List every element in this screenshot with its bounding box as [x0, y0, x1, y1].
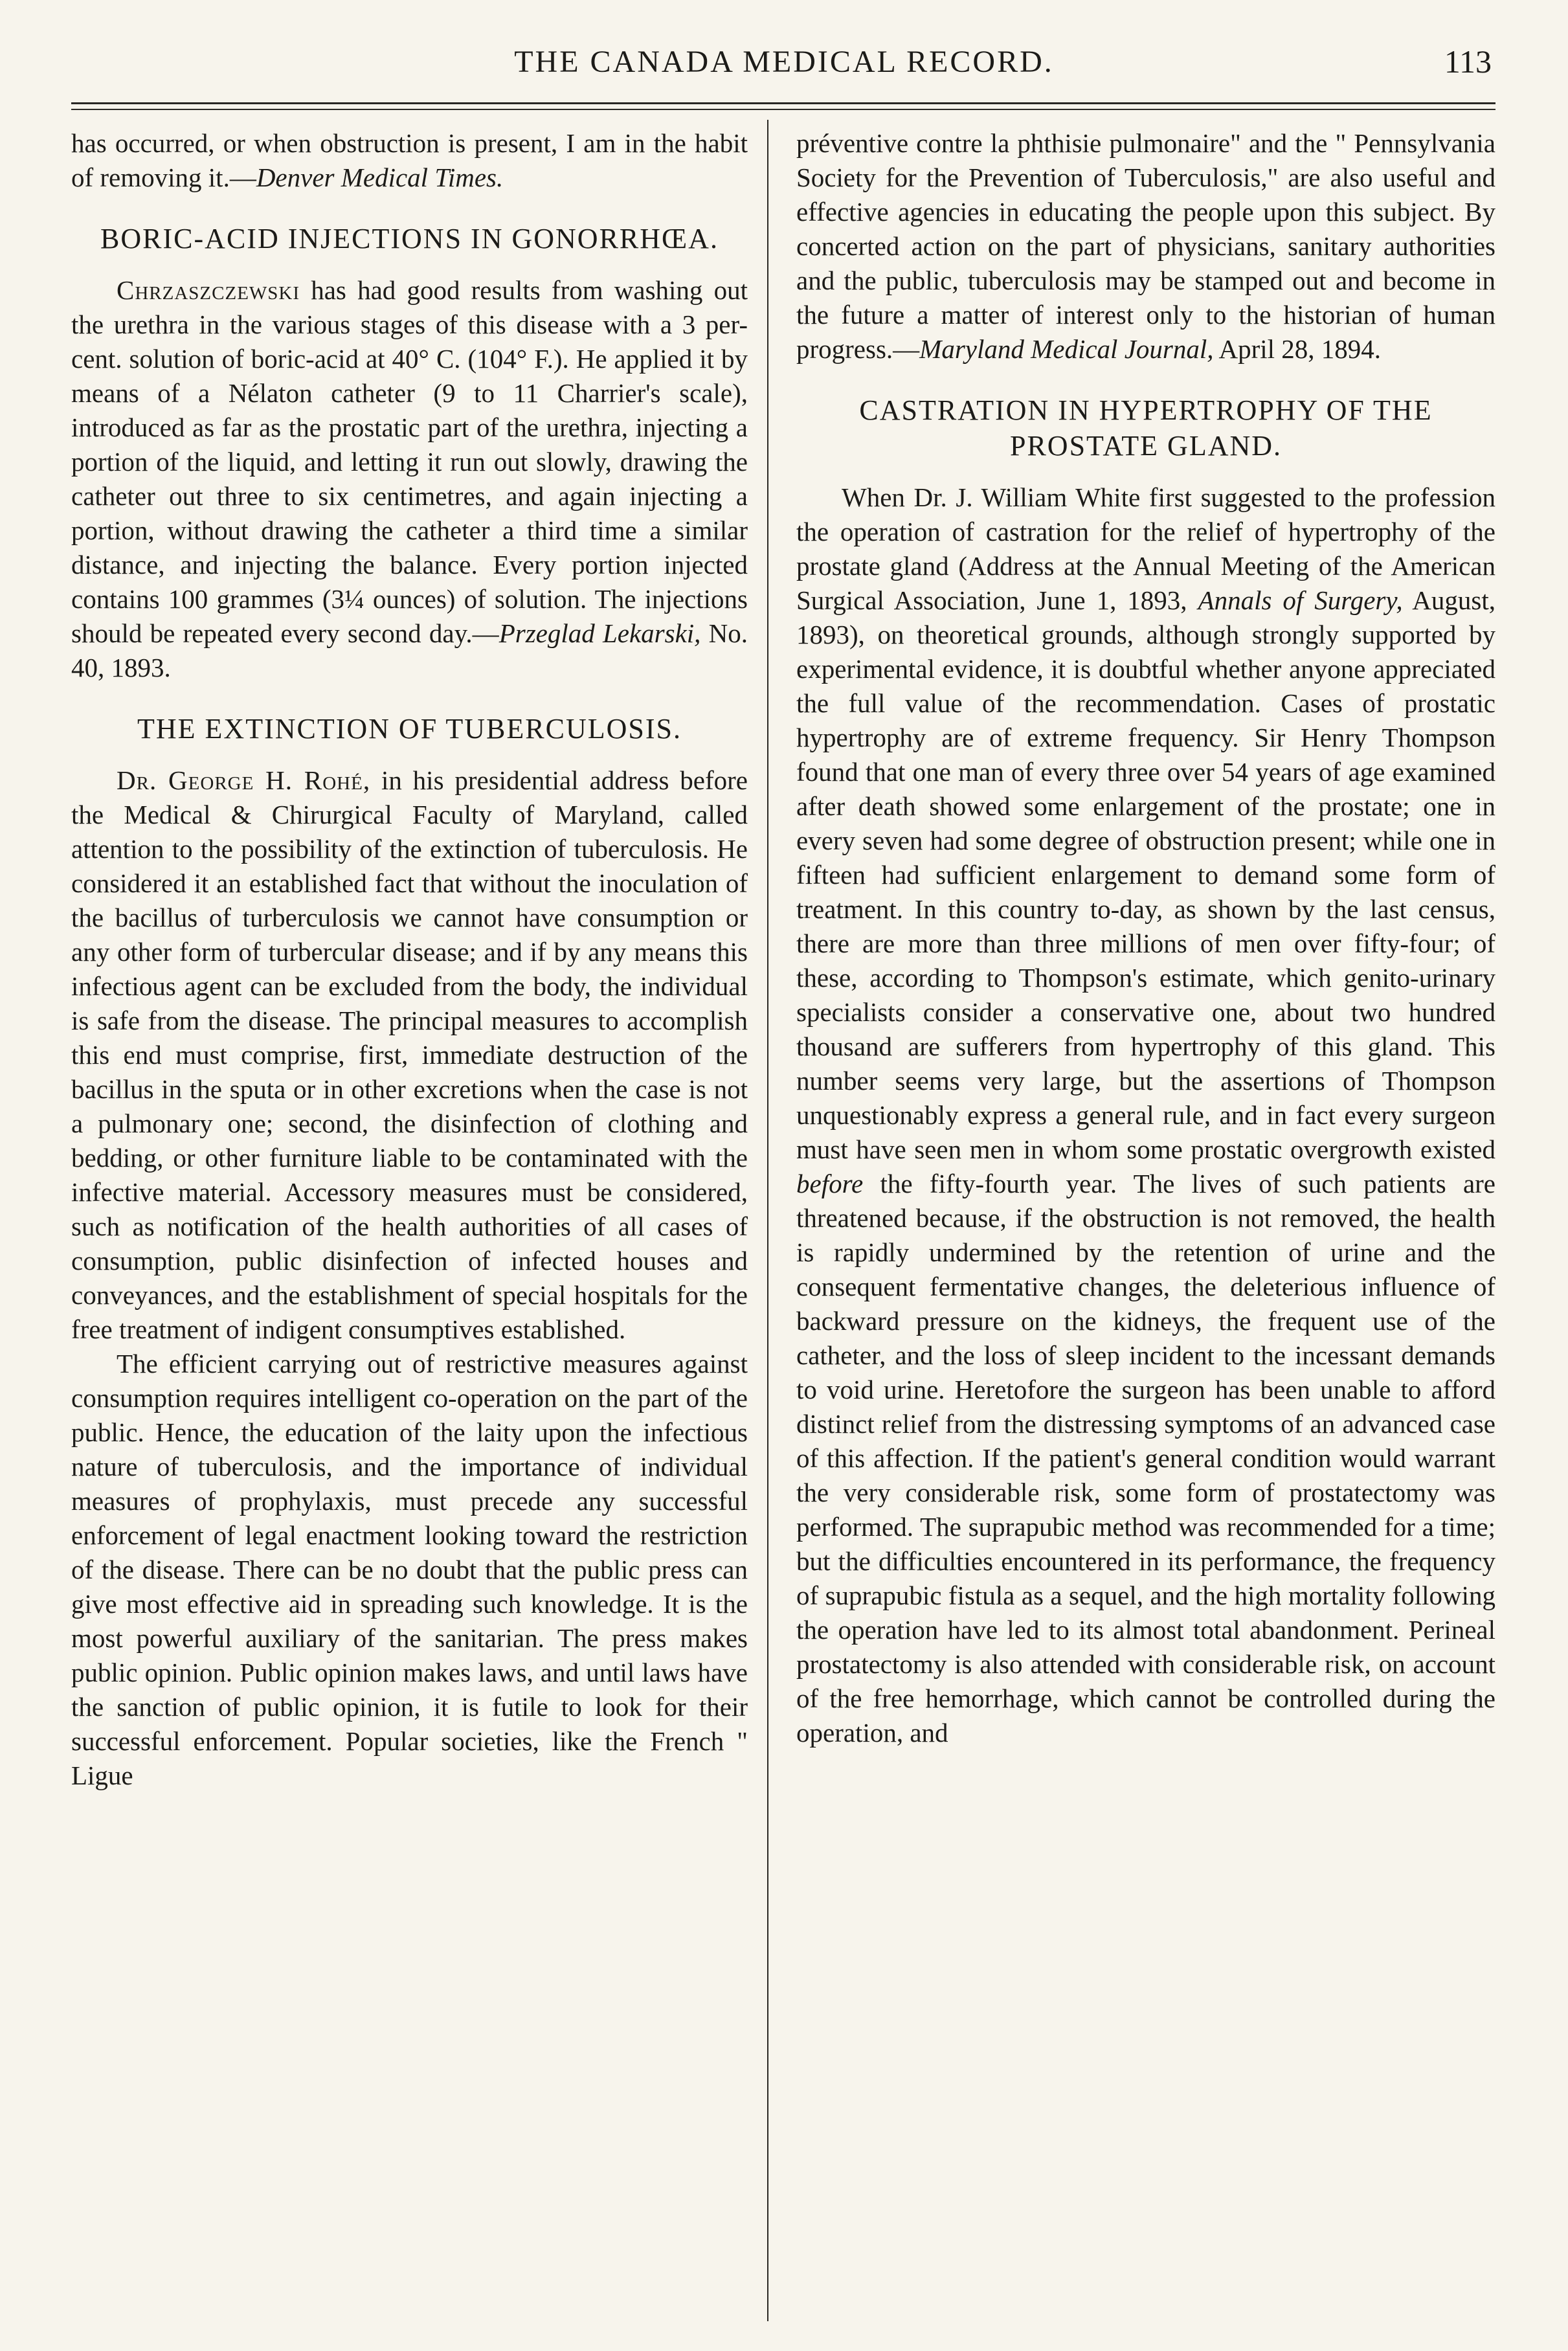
continuation-text: préventive contre la phthisie pulmonaire" and the " Pennsylvania Society for the Prevention of Tuberculosis," are also useful and effective agencies in educating the people upon this subject. By concerted action on the part of physicians, sanitary authorities and the public, tuberculosis may be stamped out and become in the future a matter of interest only to the historian of human progress.— — [796, 128, 1495, 364]
article-body-tuberculosis-2: The efficient carrying out of restrictive measures against consumption requires intelligent co-operation on the part of the public. Hence, the education of the laity upon the infectious nature of tuberculosis, and the importance of individual measures of prophylaxis, must precede any successful enforcement of legal enactment looking toward the restriction of the disease. There can be no doubt that the public press can give most effective aid in spreading such knowledge. It is the most powerful auxiliary of the sanitarian. The press makes public opinion. Public opinion makes laws, and until laws have the sanction of public opinion, it is futile to look for their successful enforcement. Popular societies, like the French " Ligue — [71, 1349, 748, 1790]
article-body-castration — [796, 480, 1495, 1750]
article-body-boric-acid — [71, 273, 748, 685]
right-column — [796, 126, 1495, 2328]
author-name: Dr. George H. Rohé, — [117, 765, 371, 795]
source-tail: No. 40, 1893. — [71, 618, 748, 682]
journal-citation: Annals of Surgery, — [1198, 585, 1403, 615]
column-divider — [767, 120, 768, 2321]
body-text: August, 1893), on theoretical grounds, although strongly supported by experimental evidence, it is doubtful whether anyone appreciated the full value of the recommendation. Cases of prostatic hypertrophy are of extreme frequency. Sir Henry Thompson found that one man of every three over 54 years of age examined after death showed some enlargement of the prostate; one in every seven had some degree of obstruction present; while one in fifteen had sufficient enlargement to demand some form of treatment. In this country to-day, as shown by the last census, there are more than three millions of men over fifty-four; of these, according to Thompson's estimate, which genito-urinary specialists consider a conservative one, about two hundred thousand are sufferers from hypertrophy of this gland. This number seems very large, but the assertions of Thompson unquestionably express a general rule, and in fact every surgeon must have seen men in whom some prostatic overgrowth existed — [796, 585, 1496, 1164]
body-text: the fifty-fourth year. The lives of such patients are threatened because, if the obstruction is not removed, the health is rapidly undermined by the retention of urine and the consequent fermentative changes, the deleterious influence of backward pressure on the kidneys, the frequent use of the catheter, and the loss of sleep incident to the incessant demands to void urine. Heretofore the surgeon has been unable to afford distinct relief from the distressing symptoms of an advanced case of this affection. If the patient's general condition would warrant the very considerable risk, some form of prostatectomy was performed. The suprapubic method was recommended for a time; but the difficulties encountered in its performance, the frequency of suprapubic fistula as a sequel, and the high mortality following the operation have led to its almost total abandonment. Perineal prostatectomy is also attended with considerable risk, on account of the free hemorrhage, which cannot be controlled during the operation, and — [796, 1169, 1495, 1748]
page-number: 113 — [1444, 43, 1492, 80]
continuation-text: has occurred, or when obstruction is present, I am in the habit of removing it.— — [71, 128, 748, 192]
continuation-paragraph — [796, 126, 1495, 366]
article-heading-tuberculosis: THE EXTINCTION OF TUBERCULOSIS. — [137, 713, 682, 745]
left-column — [71, 126, 748, 2328]
source-citation: Maryland Medical Journal, — [919, 334, 1214, 364]
emphasis-word: before — [796, 1169, 864, 1198]
running-header — [0, 39, 1568, 91]
header-rule — [71, 102, 1495, 110]
source-citation: Przeglad Lekarski, — [498, 618, 701, 648]
article-heading-castration: CASTRATION IN HYPERTROPHY OF THE PROSTATE GLAND. — [859, 394, 1433, 462]
body-text: has had good results from washing out the urethra in the various stages of this disease with a 3 per-cent. solution of boric-acid at 40° C. (104° F.). He applied it by means of a Nélaton catheter (9 to 11 Charrier's scale), introduced as far as the prostatic part of the urethra, injecting a portion of the liquid, and letting it run out slowly, drawing the catheter out three to six centimetres, and again injecting a portion, without drawing the catheter a third time a similar distance, and injecting the balance. Every portion injected contains 100 grammes (3¼ ounces) of solution. The injections should be repeated every second day.— — [71, 275, 748, 648]
author-name: Chrzaszczewski — [117, 275, 300, 305]
continuation-paragraph — [71, 126, 748, 195]
source-tail: April 28, 1894. — [1213, 334, 1382, 364]
running-title: THE CANADA MEDICAL RECORD. — [514, 45, 1054, 79]
article-body-tuberculosis-1 — [71, 763, 748, 1347]
article-heading-boric-acid: BORIC-ACID INJECTIONS IN GONORRHŒA. — [100, 223, 719, 254]
body-text: When Dr. J. William White first suggested to the profession the operation of castration for the relief of hypertrophy of the prostate gland (Address at the Annual Meeting of the American Surgical Association, June 1, 1893, — [796, 482, 1495, 615]
source-citation: Denver Medical Times. — [256, 163, 504, 192]
body-text: in his presidential address before the Medical & Chirurgical Faculty of Maryland, called attention to the possibility of the extinction of tuberculosis. He considered it an established fact that without the inoculation of the bacillus of turberculosis we cannot have consumption or any other form of turbercular disease; and if by any means this infectious agent can be excluded from the body, the individual is safe from the disease. The principal measures to accomplish this end must comprise, first, immediate destruction of the bacillus in the sputa or in other excretions when the case is not a pulmonary one; second, the disinfection of clothing and bedding, or other furniture liable to be contaminated with the infective material. Accessory measures must be considered, such as notification of the health authorities of all cases of consumption, public disinfection of infected houses and conveyances, and the establishment of special hospitals for the free treatment of indigent consumptives established. — [71, 765, 748, 1344]
